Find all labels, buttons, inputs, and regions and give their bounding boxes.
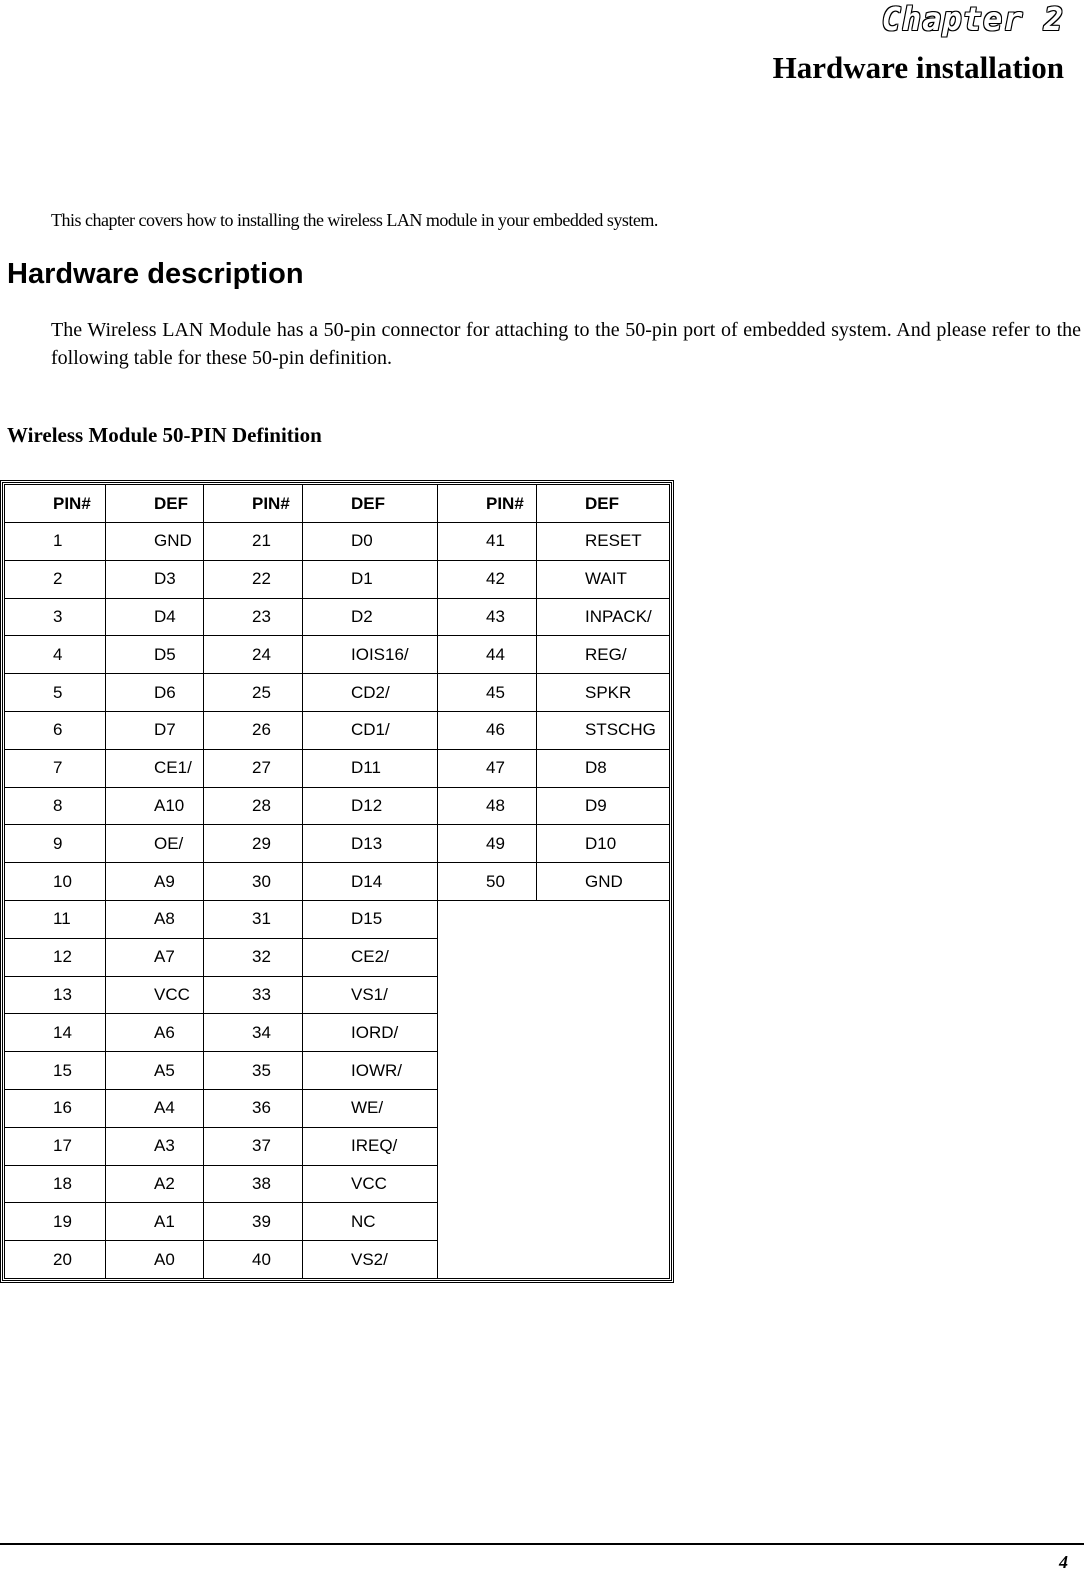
pin-definition-cell: D15 [303, 900, 438, 938]
pin-definition-cell: A9 [106, 863, 204, 901]
column-header: PIN# [204, 485, 303, 523]
pin-number-cell: 31 [204, 900, 303, 938]
pin-definition-cell: IREQ/ [303, 1127, 438, 1165]
column-header: PIN# [438, 485, 537, 523]
pin-number-cell: 29 [204, 825, 303, 863]
pin-definition-cell: A3 [106, 1127, 204, 1165]
pin-definition-cell: GND [106, 523, 204, 561]
table-row [5, 598, 670, 636]
pin-number-cell: 46 [438, 711, 537, 749]
pin-definition-cell: A5 [106, 1052, 204, 1090]
table-row [5, 787, 670, 825]
pin-definition-cell: D12 [303, 787, 438, 825]
pin-definition-cell: SPKR [537, 674, 670, 712]
pin-number-cell: 4 [5, 636, 106, 674]
pin-number-cell: 14 [5, 1014, 106, 1052]
pin-number-cell: 42 [438, 560, 537, 598]
pin-number-cell: 21 [204, 523, 303, 561]
pin-table-frame [0, 480, 674, 1283]
pin-definition-cell: CE1/ [106, 749, 204, 787]
pin-number-cell: 22 [204, 560, 303, 598]
chapter-title: Hardware installation [772, 50, 1064, 85]
pin-number-cell: 13 [5, 976, 106, 1014]
pin-number-cell: 11 [5, 900, 106, 938]
pin-number-cell: 49 [438, 825, 537, 863]
pin-definition-cell: NC [303, 1203, 438, 1241]
pin-definition-cell: CD1/ [303, 711, 438, 749]
pin-number-cell: 1 [5, 523, 106, 561]
pin-definition-cell: D9 [537, 787, 670, 825]
pin-definition-table [4, 484, 670, 1279]
pin-definition-cell: D3 [106, 560, 204, 598]
pin-definition-cell: D5 [106, 636, 204, 674]
table-row [5, 900, 670, 938]
pin-definition-cell: VS1/ [303, 976, 438, 1014]
pin-definition-cell: A4 [106, 1089, 204, 1127]
table-header-row [5, 485, 670, 523]
pin-definition-cell: D7 [106, 711, 204, 749]
pin-definition-cell: VCC [303, 1165, 438, 1203]
pin-definition-cell: VS2/ [303, 1241, 438, 1279]
pin-definition-cell: D0 [303, 523, 438, 561]
pin-number-cell: 36 [204, 1089, 303, 1127]
pin-number-cell: 3 [5, 598, 106, 636]
table-row [5, 636, 670, 674]
pin-definition-cell: IOWR/ [303, 1052, 438, 1090]
pin-number-cell: 7 [5, 749, 106, 787]
table-row [5, 560, 670, 598]
pin-number-cell: 50 [438, 863, 537, 901]
footer-rule [0, 1543, 1084, 1545]
pin-number-cell: 24 [204, 636, 303, 674]
pin-number-cell: 34 [204, 1014, 303, 1052]
pin-number-cell: 19 [5, 1203, 106, 1241]
pin-number-cell: 16 [5, 1089, 106, 1127]
table-row [5, 749, 670, 787]
pin-definition-cell: A0 [106, 1241, 204, 1279]
pin-definition-cell: WAIT [537, 560, 670, 598]
pin-definition-cell: VCC [106, 976, 204, 1014]
empty-cell [438, 900, 670, 1278]
pin-definition-cell: D13 [303, 825, 438, 863]
pin-number-cell: 12 [5, 938, 106, 976]
pin-number-cell: 39 [204, 1203, 303, 1241]
pin-definition-cell: D2 [303, 598, 438, 636]
pin-definition-cell: D6 [106, 674, 204, 712]
pin-number-cell: 28 [204, 787, 303, 825]
pin-definition-cell: RESET [537, 523, 670, 561]
pin-number-cell: 6 [5, 711, 106, 749]
pin-number-cell: 26 [204, 711, 303, 749]
pin-definition-cell: D4 [106, 598, 204, 636]
pin-definition-cell: IORD/ [303, 1014, 438, 1052]
pin-number-cell: 20 [5, 1241, 106, 1279]
table-row [5, 674, 670, 712]
pin-number-cell: 8 [5, 787, 106, 825]
table-row [5, 825, 670, 863]
pin-number-cell: 5 [5, 674, 106, 712]
pin-number-cell: 47 [438, 749, 537, 787]
pin-number-cell: 35 [204, 1052, 303, 1090]
pin-definition-cell: A1 [106, 1203, 204, 1241]
table-row [5, 711, 670, 749]
pin-number-cell: 33 [204, 976, 303, 1014]
section-paragraph: The Wireless LAN Module has a 50-pin connector for attaching to the 50-pin port of embedded system. And please refer to the following table for these 50-pin definition. [51, 319, 1081, 369]
pin-number-cell: 48 [438, 787, 537, 825]
pin-definition-cell: A2 [106, 1165, 204, 1203]
pin-definition-cell: A6 [106, 1014, 204, 1052]
column-header: DEF [537, 485, 670, 523]
pin-number-cell: 25 [204, 674, 303, 712]
pin-definition-cell: IOIS16/ [303, 636, 438, 674]
table-title: Wireless Module 50-PIN Definition [7, 423, 322, 447]
pin-definition-cell: D11 [303, 749, 438, 787]
pin-definition-cell: A10 [106, 787, 204, 825]
page-number: 4 [1059, 1552, 1068, 1572]
pin-definition-cell: D14 [303, 863, 438, 901]
pin-definition-cell: INPACK/ [537, 598, 670, 636]
pin-number-cell: 41 [438, 523, 537, 561]
pin-definition-cell: A7 [106, 938, 204, 976]
pin-number-cell: 2 [5, 560, 106, 598]
pin-definition-cell: OE/ [106, 825, 204, 863]
pin-number-cell: 9 [5, 825, 106, 863]
pin-number-cell: 43 [438, 598, 537, 636]
pin-definition-cell: GND [537, 863, 670, 901]
pin-definition-cell: D10 [537, 825, 670, 863]
pin-definition-cell: CD2/ [303, 674, 438, 712]
pin-number-cell: 10 [5, 863, 106, 901]
pin-number-cell: 45 [438, 674, 537, 712]
pin-number-cell: 37 [204, 1127, 303, 1165]
table-row [5, 523, 670, 561]
pin-definition-cell: D8 [537, 749, 670, 787]
pin-definition-cell: STSCHG [537, 711, 670, 749]
pin-number-cell: 40 [204, 1241, 303, 1279]
column-header: DEF [303, 485, 438, 523]
section-heading: Hardware description [7, 258, 304, 290]
pin-number-cell: 38 [204, 1165, 303, 1203]
pin-number-cell: 17 [5, 1127, 106, 1165]
intro-text: This chapter covers how to installing the wireless LAN module in your embedded system. [51, 210, 658, 230]
pin-definition-cell: REG/ [537, 636, 670, 674]
pin-number-cell: 32 [204, 938, 303, 976]
pin-number-cell: 15 [5, 1052, 106, 1090]
chapter-label: Chapter 2 [881, 0, 1064, 38]
pin-definition-cell: WE/ [303, 1089, 438, 1127]
pin-number-cell: 27 [204, 749, 303, 787]
pin-number-cell: 30 [204, 863, 303, 901]
pin-number-cell: 18 [5, 1165, 106, 1203]
pin-number-cell: 44 [438, 636, 537, 674]
column-header: DEF [106, 485, 204, 523]
pin-number-cell: 23 [204, 598, 303, 636]
pin-definition-cell: CE2/ [303, 938, 438, 976]
table-row [5, 863, 670, 901]
pin-definition-cell: D1 [303, 560, 438, 598]
column-header: PIN# [5, 485, 106, 523]
pin-definition-cell: A8 [106, 900, 204, 938]
